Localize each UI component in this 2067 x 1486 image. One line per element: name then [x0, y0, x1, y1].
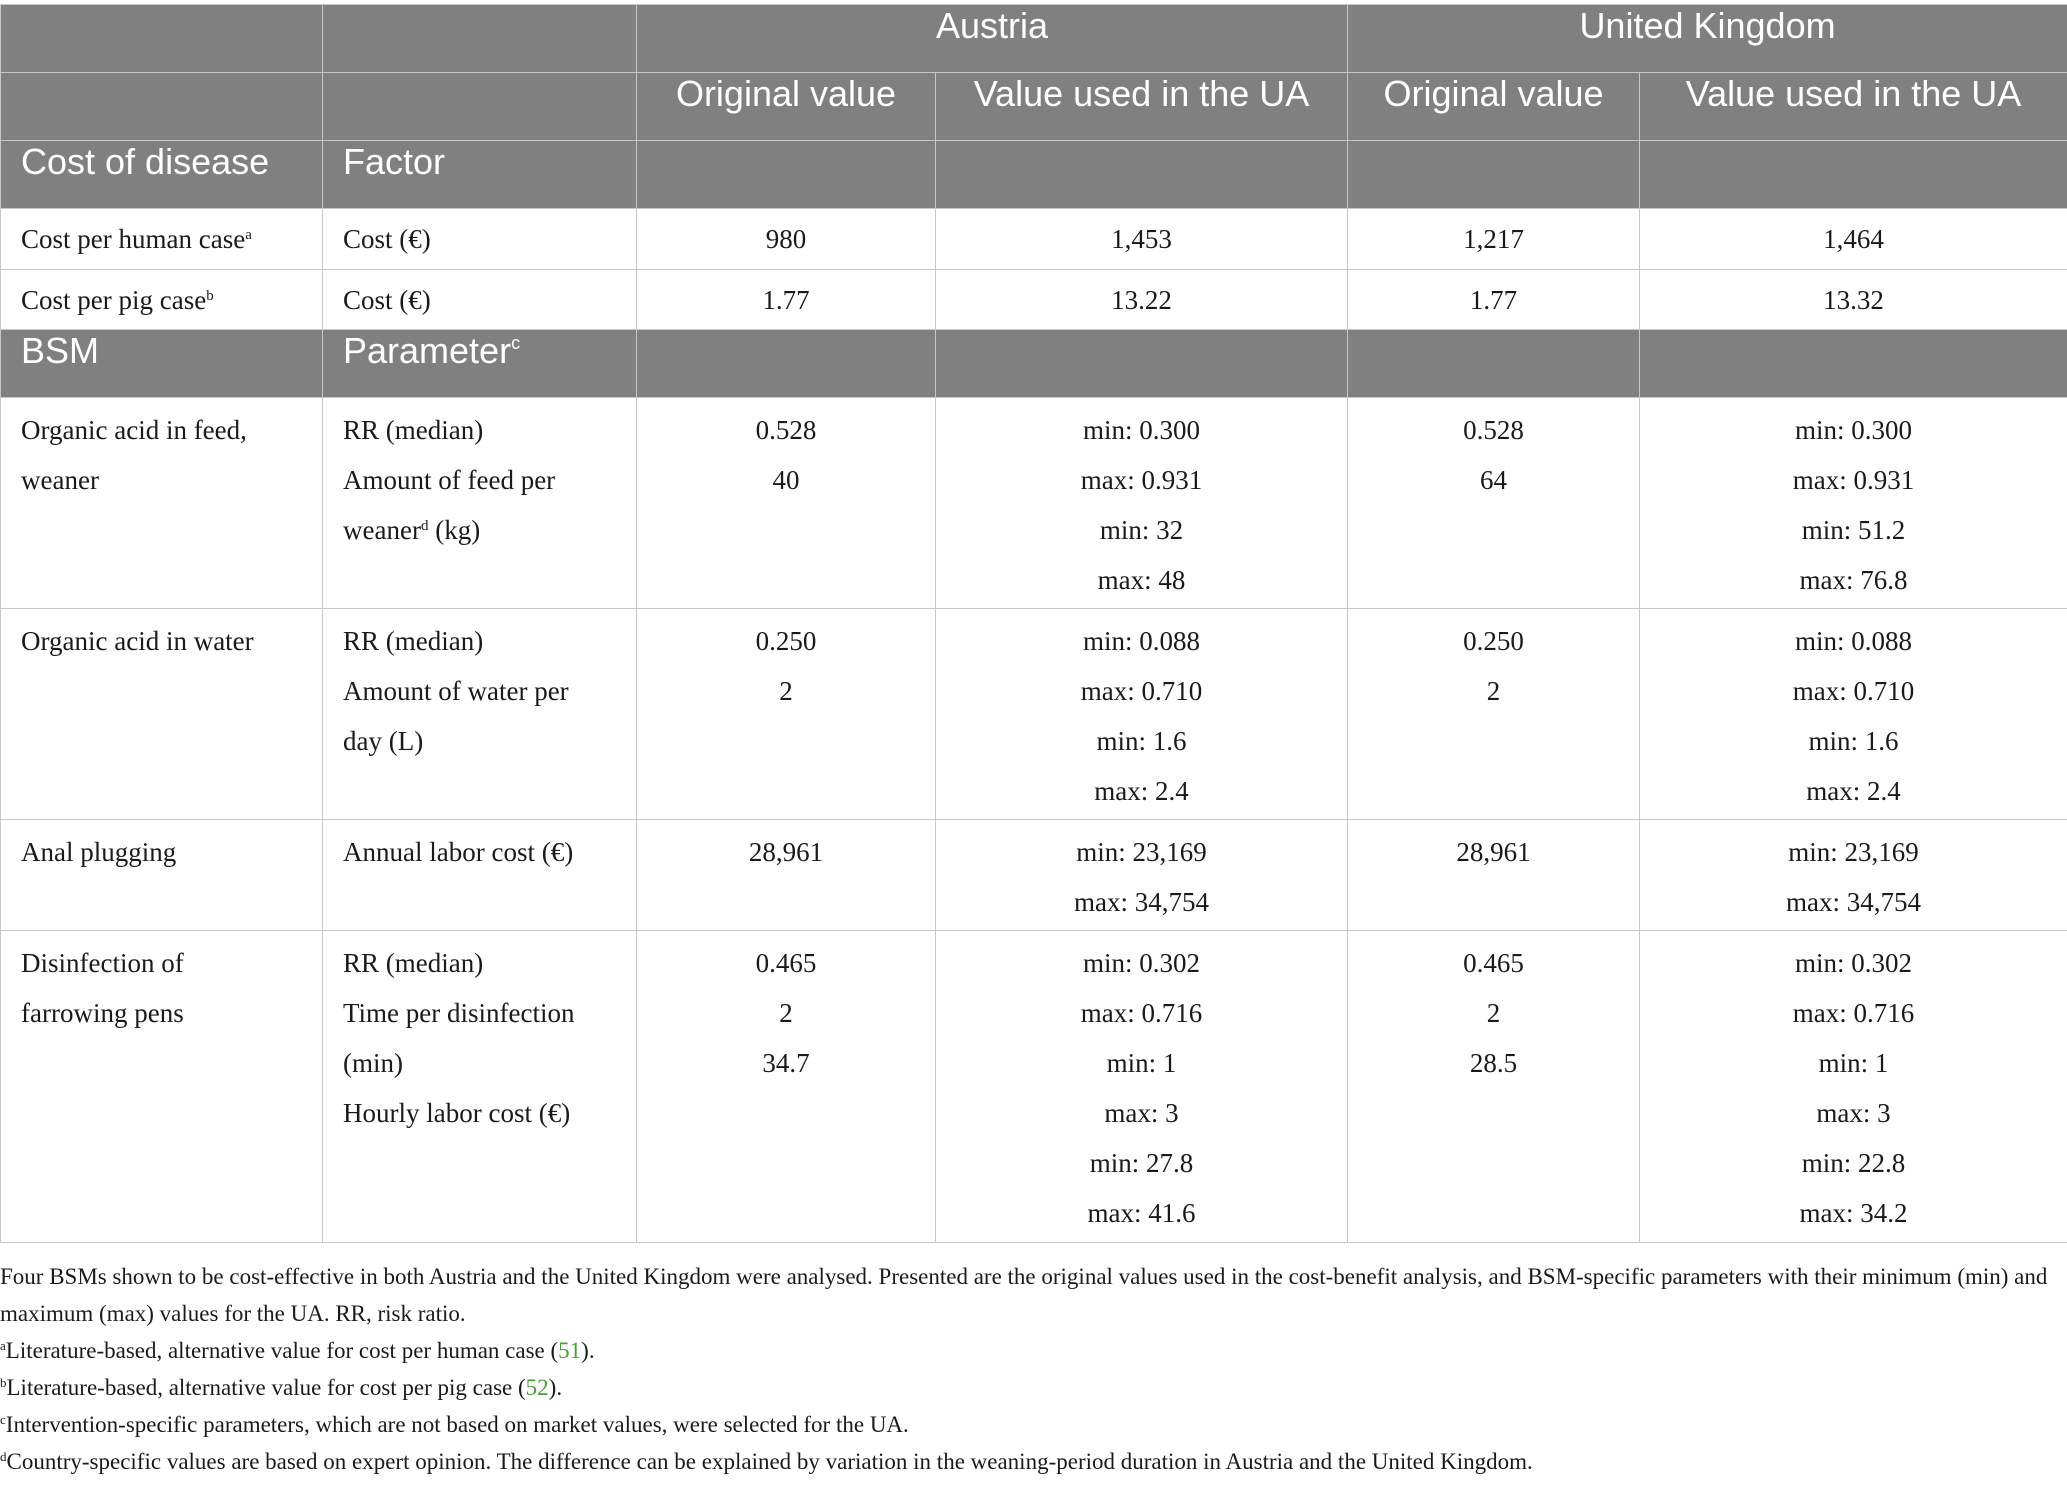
value-cell: 13.32 — [1640, 270, 2067, 330]
section-header-cost-of-disease: Cost of disease — [1, 141, 323, 209]
value-cell: 1.77 — [637, 270, 936, 330]
value-cell: 0.465 2 34.7 — [637, 931, 936, 1243]
table-row — [1, 270, 2067, 330]
value-cell: 0.528 40 — [637, 398, 936, 609]
reference-link-51[interactable]: 51 — [558, 1338, 582, 1363]
value-cell: 980 — [637, 209, 936, 270]
param-cell: RR (median) Amount of feed per weaner$^d$ (kg) — [323, 398, 637, 609]
value-cell: min: 0.302 max: 0.716 min: 1 max: 3 min: 27.8 max: 41.6 — [936, 931, 1348, 1243]
reference-link-52[interactable]: 52 — [525, 1375, 549, 1400]
column-header-original-uk: Original value — [1348, 73, 1640, 141]
param-cell: RR (median) Time per disinfection (min) Hourly labor cost (€) — [323, 931, 637, 1243]
table-footnotes — [0, 1258, 2060, 1480]
value-cell: 1,217 — [1348, 209, 1640, 270]
value-cell: min: 0.088 max: 0.710 min: 1.6 max: 2.4 — [936, 609, 1348, 820]
header-empty-cell — [1, 73, 323, 141]
param-cell: RR (median) Amount of water per day (L) — [323, 609, 637, 820]
column-header-ua-uk: Value used in the UA — [1640, 73, 2067, 141]
value-cell: 0.528 64 — [1348, 398, 1640, 609]
value-cell: 1,453 — [936, 209, 1348, 270]
param-cell: Cost (€) — [323, 209, 637, 270]
value-cell: 0.250 2 — [637, 609, 936, 820]
footnote-d: $^d$Country-specific values are based on expert opinion. The difference can be explained by variation in the weaning-period duration in Austria and the United Kingdom. — [0, 1449, 1533, 1474]
parameter-table — [0, 4, 2067, 1243]
country-header-austria: Austria — [637, 5, 1348, 73]
section-header-factor: Factor — [323, 141, 637, 209]
value-cell: min: 0.088 max: 0.710 min: 1.6 max: 2.4 — [1640, 609, 2067, 820]
footnote-b: $^b$Literature-based, alternative value for cost per pig case (52). — [0, 1375, 563, 1400]
value-cell: 0.250 2 — [1348, 609, 1640, 820]
country-header-uk: United Kingdom — [1348, 5, 2067, 73]
row-label: Cost per human case$^a$ — [1, 209, 323, 270]
table-row — [1, 820, 2067, 931]
param-cell: Annual labor cost (€) — [323, 820, 637, 931]
section-header-bsm: BSM — [1, 330, 323, 398]
value-cell: min: 23,169 max: 34,754 — [1640, 820, 2067, 931]
value-cell: 0.465 2 28.5 — [1348, 931, 1640, 1243]
row-label: Organic acid in feed, weaner — [1, 398, 323, 609]
value-cell: 28,961 — [1348, 820, 1640, 931]
row-label: Anal plugging — [1, 820, 323, 931]
value-cell: min: 23,169 max: 34,754 — [936, 820, 1348, 931]
column-header-original-at: Original value — [637, 73, 936, 141]
header-empty-cell — [323, 5, 637, 73]
table-row — [1, 609, 2067, 820]
table-row — [1, 209, 2067, 270]
table-caption-note: Four BSMs shown to be cost-effective in both Austria and the United Kingdom were analysed. Presented are the original values used in the cost-benefit analysis, and BSM-specific parameters with their minimum (min) and maximum (max) values for the UA. RR, risk ratio. — [0, 1264, 2048, 1326]
param-cell: Cost (€) — [323, 270, 637, 330]
row-label: Organic acid in water — [1, 609, 323, 820]
value-cell: min: 0.302 max: 0.716 min: 1 max: 3 min: 22.8 max: 34.2 — [1640, 931, 2067, 1243]
row-label: Disinfection of farrowing pens — [1, 931, 323, 1243]
value-cell: min: 0.300 max: 0.931 min: 51.2 max: 76.8 — [1640, 398, 2067, 609]
header-empty-cell — [323, 73, 637, 141]
column-header-ua-at: Value used in the UA — [936, 73, 1348, 141]
table-row — [1, 398, 2067, 609]
footnote-a: $^a$Literature-based, alternative value for cost per human case (51). — [0, 1338, 595, 1363]
footnote-c: $^c$Intervention-specific parameters, which are not based on market values, were selected for the UA. — [0, 1412, 909, 1437]
value-cell: 1.77 — [1348, 270, 1640, 330]
header-empty-cell — [1, 5, 323, 73]
table-row — [1, 931, 2067, 1243]
value-cell: min: 0.300 max: 0.931 min: 32 max: 48 — [936, 398, 1348, 609]
section-header-parameter: Parameter$^c$ — [323, 330, 637, 398]
row-label: Cost per pig case$^b$ — [1, 270, 323, 330]
value-cell: 13.22 — [936, 270, 1348, 330]
value-cell: 1,464 — [1640, 209, 2067, 270]
value-cell: 28,961 — [637, 820, 936, 931]
